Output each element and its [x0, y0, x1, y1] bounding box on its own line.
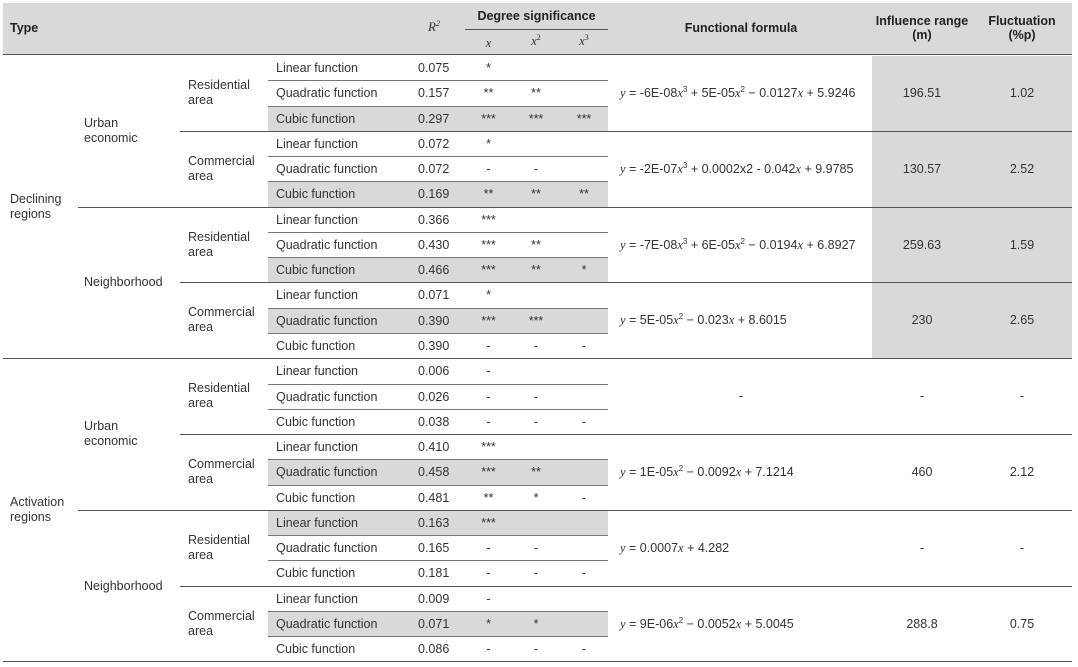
sig-x: ** — [483, 187, 494, 202]
influence-range-value: 196.51 — [902, 85, 942, 100]
row-rule-light — [268, 611, 608, 612]
sig-x: * — [486, 136, 491, 151]
r-squared-value: 0.165 — [418, 541, 450, 556]
row-rule-light — [268, 257, 608, 258]
fluctuation-value: 2.52 — [1009, 161, 1035, 176]
influence-range-value: - — [919, 540, 925, 555]
sig-x3: ** — [579, 187, 589, 202]
r-squared-value: 0.410 — [418, 440, 450, 455]
r-squared-value: 0.169 — [418, 187, 450, 202]
header-fluctuation: Fluctuation (%p) — [988, 14, 1056, 42]
function-name: Cubic function — [276, 263, 356, 278]
row-rule — [78, 207, 1072, 208]
sig-x: ** — [483, 86, 494, 101]
header-influence-range: Influence range (m) — [875, 14, 969, 42]
sig-x: - — [486, 566, 491, 581]
area-label: Commercial area — [188, 456, 255, 486]
sig-x: - — [486, 338, 491, 353]
r-squared-value: 0.071 — [418, 288, 450, 303]
row-rule — [180, 131, 1072, 132]
row-rule-light — [268, 156, 608, 157]
area-label: Residential area — [188, 77, 250, 107]
function-name: Quadratic function — [276, 313, 378, 328]
sig-x2: - — [533, 541, 539, 556]
sig-x: * — [486, 616, 491, 631]
header-subrule — [465, 29, 608, 30]
row-rule-light — [268, 459, 608, 460]
function-name: Quadratic function — [276, 237, 378, 252]
row-rule-light — [268, 181, 608, 182]
function-name: Cubic function — [276, 490, 356, 505]
area-label: Residential area — [188, 532, 250, 562]
r-squared-value: 0.075 — [418, 61, 450, 75]
sig-x: *** — [481, 263, 496, 278]
sig-x3: - — [581, 642, 587, 657]
sig-x2: * — [533, 616, 539, 631]
sig-x2: *** — [528, 313, 544, 328]
area-label: Commercial area — [188, 305, 255, 335]
fluctuation-value: - — [1019, 389, 1025, 404]
sig-x3: - — [581, 414, 587, 429]
function-name: Cubic function — [276, 566, 356, 581]
influence-range-value: - — [919, 389, 925, 404]
row-rule-light — [268, 384, 608, 385]
sig-x: - — [486, 414, 491, 429]
sig-x: *** — [481, 237, 496, 252]
category-label: Neighborhood — [84, 275, 163, 290]
function-name: Linear function — [276, 591, 359, 606]
header-x: x — [485, 36, 492, 50]
row-rule-light — [268, 636, 608, 637]
sig-x: * — [486, 61, 491, 75]
header-x-cubed: $x^3$ — [579, 33, 589, 48]
sig-x2: ** — [531, 465, 541, 480]
header-r-squared: $R^2$ — [428, 19, 440, 34]
sig-x: *** — [481, 440, 496, 455]
category-label: Urban economic — [84, 419, 138, 449]
region-label: Activation regions — [10, 494, 65, 524]
row-rule — [180, 434, 1072, 435]
row-rule-light — [268, 308, 608, 309]
influence-range-value: 230 — [911, 313, 933, 328]
sig-x: *** — [481, 111, 496, 126]
sig-x2: - — [533, 566, 539, 581]
sig-x: *** — [481, 212, 496, 227]
sig-x: *** — [481, 515, 496, 530]
row-rule — [180, 282, 1072, 283]
sig-x: - — [486, 364, 491, 379]
r-squared-value: 0.009 — [418, 591, 450, 606]
fluctuation-value: 2.12 — [1009, 464, 1035, 479]
area-label: Residential area — [188, 229, 250, 259]
sig-x2: - — [533, 338, 539, 353]
sig-x3: - — [581, 338, 587, 353]
sig-x3: *** — [576, 111, 592, 126]
r-squared-value: 0.157 — [418, 86, 450, 101]
r-squared-value: 0.466 — [418, 263, 450, 278]
r-squared-value: 0.006 — [418, 364, 450, 379]
sig-x: *** — [481, 465, 496, 480]
r-squared-value: 0.481 — [418, 490, 450, 505]
influence-range-value: 288.8 — [906, 616, 938, 631]
r-squared-value: 0.390 — [418, 338, 450, 353]
functional-formula: $y = -7E-08x^3 + 6E-05x^2 - 0.0194x + 6.8927$ — [620, 236, 856, 252]
function-name: Quadratic function — [276, 465, 378, 480]
area-label: Commercial area — [188, 153, 255, 183]
fluctuation-value: - — [1019, 540, 1025, 555]
function-name: Cubic function — [276, 338, 356, 353]
row-rule-light — [268, 232, 608, 233]
function-name: Quadratic function — [276, 616, 378, 631]
functional-formula: $y = -2E-07x^3 + 0.0002x2 - 0.042x + 9.9785$ — [620, 160, 854, 176]
table-bottom-rule — [3, 661, 1072, 662]
row-rule-light — [268, 485, 608, 486]
sig-x2: * — [533, 490, 539, 505]
header-degree-significance: Degree significance — [477, 9, 596, 23]
row-rule — [180, 586, 1072, 587]
function-name: Linear function — [276, 515, 359, 530]
functional-formula: y = 0.0007x + 4.282 — [620, 540, 730, 555]
influence-range-value: 460 — [911, 464, 933, 479]
function-name: Linear function — [276, 364, 359, 379]
r-squared-value: 0.026 — [418, 389, 450, 404]
influence-range-value: 130.57 — [902, 161, 942, 176]
r-squared-value: 0.071 — [418, 616, 450, 631]
sig-x2: *** — [528, 111, 544, 126]
header-x-squared: $x^2$ — [531, 33, 541, 48]
category-label: Neighborhood — [84, 578, 163, 593]
sig-x: - — [486, 591, 491, 606]
row-rule-light — [268, 106, 608, 107]
sig-x: - — [486, 642, 491, 657]
sig-x: - — [486, 389, 491, 404]
area-label: Commercial area — [188, 608, 255, 638]
function-name: Linear function — [276, 136, 359, 151]
functional-formula: $y = -6E-08x^3 + 5E-05x^2 - 0.0127x + 5.9246$ — [620, 84, 856, 100]
r-squared-value: 0.072 — [418, 162, 450, 177]
sig-x2: - — [533, 642, 539, 657]
fluctuation-value: 0.75 — [1009, 616, 1035, 631]
sig-x2: - — [533, 414, 539, 429]
r-squared-value: 0.297 — [418, 111, 450, 126]
sig-x: - — [486, 541, 491, 556]
functional-formula: - — [738, 389, 744, 404]
sig-x2: ** — [531, 86, 541, 101]
area-label: Residential area — [188, 381, 250, 411]
r-squared-value: 0.390 — [418, 313, 450, 328]
function-name: Cubic function — [276, 414, 356, 429]
fluctuation-value: 1.59 — [1009, 237, 1035, 252]
r-squared-value: 0.072 — [418, 136, 450, 151]
row-rule-light — [268, 333, 608, 334]
sig-x2: ** — [531, 263, 541, 278]
row-rule — [78, 510, 1072, 511]
r-squared-value: 0.086 — [418, 642, 450, 657]
sig-x: * — [486, 288, 491, 303]
influence-range-value: 259.63 — [902, 237, 942, 252]
function-name: Quadratic function — [276, 86, 378, 101]
header-functional-formula: Functional formula — [684, 21, 798, 35]
sig-x: ** — [483, 490, 494, 505]
category-label: Urban economic — [84, 115, 138, 145]
function-name: Quadratic function — [276, 162, 378, 177]
sig-x2: - — [533, 162, 539, 177]
function-name: Linear function — [276, 212, 359, 227]
fluctuation-value: 2.65 — [1009, 313, 1035, 328]
sig-x3: - — [581, 490, 587, 505]
sig-x: *** — [481, 313, 496, 328]
function-name: Quadratic function — [276, 541, 378, 556]
r-squared-value: 0.163 — [418, 515, 450, 530]
fluctuation-value: 1.02 — [1009, 85, 1035, 100]
header-bottom-rule — [3, 54, 1072, 55]
sig-x2: ** — [531, 237, 541, 252]
row-rule-light — [268, 409, 608, 410]
sig-x2: ** — [531, 187, 541, 202]
function-name: Quadratic function — [276, 389, 378, 404]
sig-x3: * — [581, 263, 587, 278]
r-squared-value: 0.181 — [418, 566, 450, 581]
row-rule — [3, 358, 1072, 359]
sig-x: - — [486, 162, 491, 177]
function-name: Cubic function — [276, 187, 356, 202]
sig-x2: - — [533, 389, 539, 404]
functional-formula: $y = 1E-05x^2 - 0.0092x + 7.1214$ — [620, 463, 794, 479]
functional-formula: $y = 9E-06x^2 - 0.0052x + 5.0045$ — [620, 615, 794, 631]
function-name: Cubic function — [276, 111, 356, 126]
functional-formula: $y = 5E-05x^2 - 0.023x + 8.6015$ — [620, 312, 787, 328]
r-squared-value: 0.430 — [418, 237, 450, 252]
function-name: Cubic function — [276, 642, 356, 657]
function-name: Linear function — [276, 288, 359, 303]
row-rule-light — [268, 560, 608, 561]
function-name: Linear function — [276, 61, 359, 75]
row-rule-light — [268, 80, 608, 81]
region-label: Declining regions — [10, 191, 62, 221]
header-type: Type — [10, 21, 39, 35]
r-squared-value: 0.038 — [418, 414, 450, 429]
function-name: Linear function — [276, 440, 359, 455]
r-squared-value: 0.458 — [418, 465, 450, 480]
r-squared-value: 0.366 — [418, 212, 450, 227]
row-rule-light — [268, 535, 608, 536]
sig-x3: - — [581, 566, 587, 581]
